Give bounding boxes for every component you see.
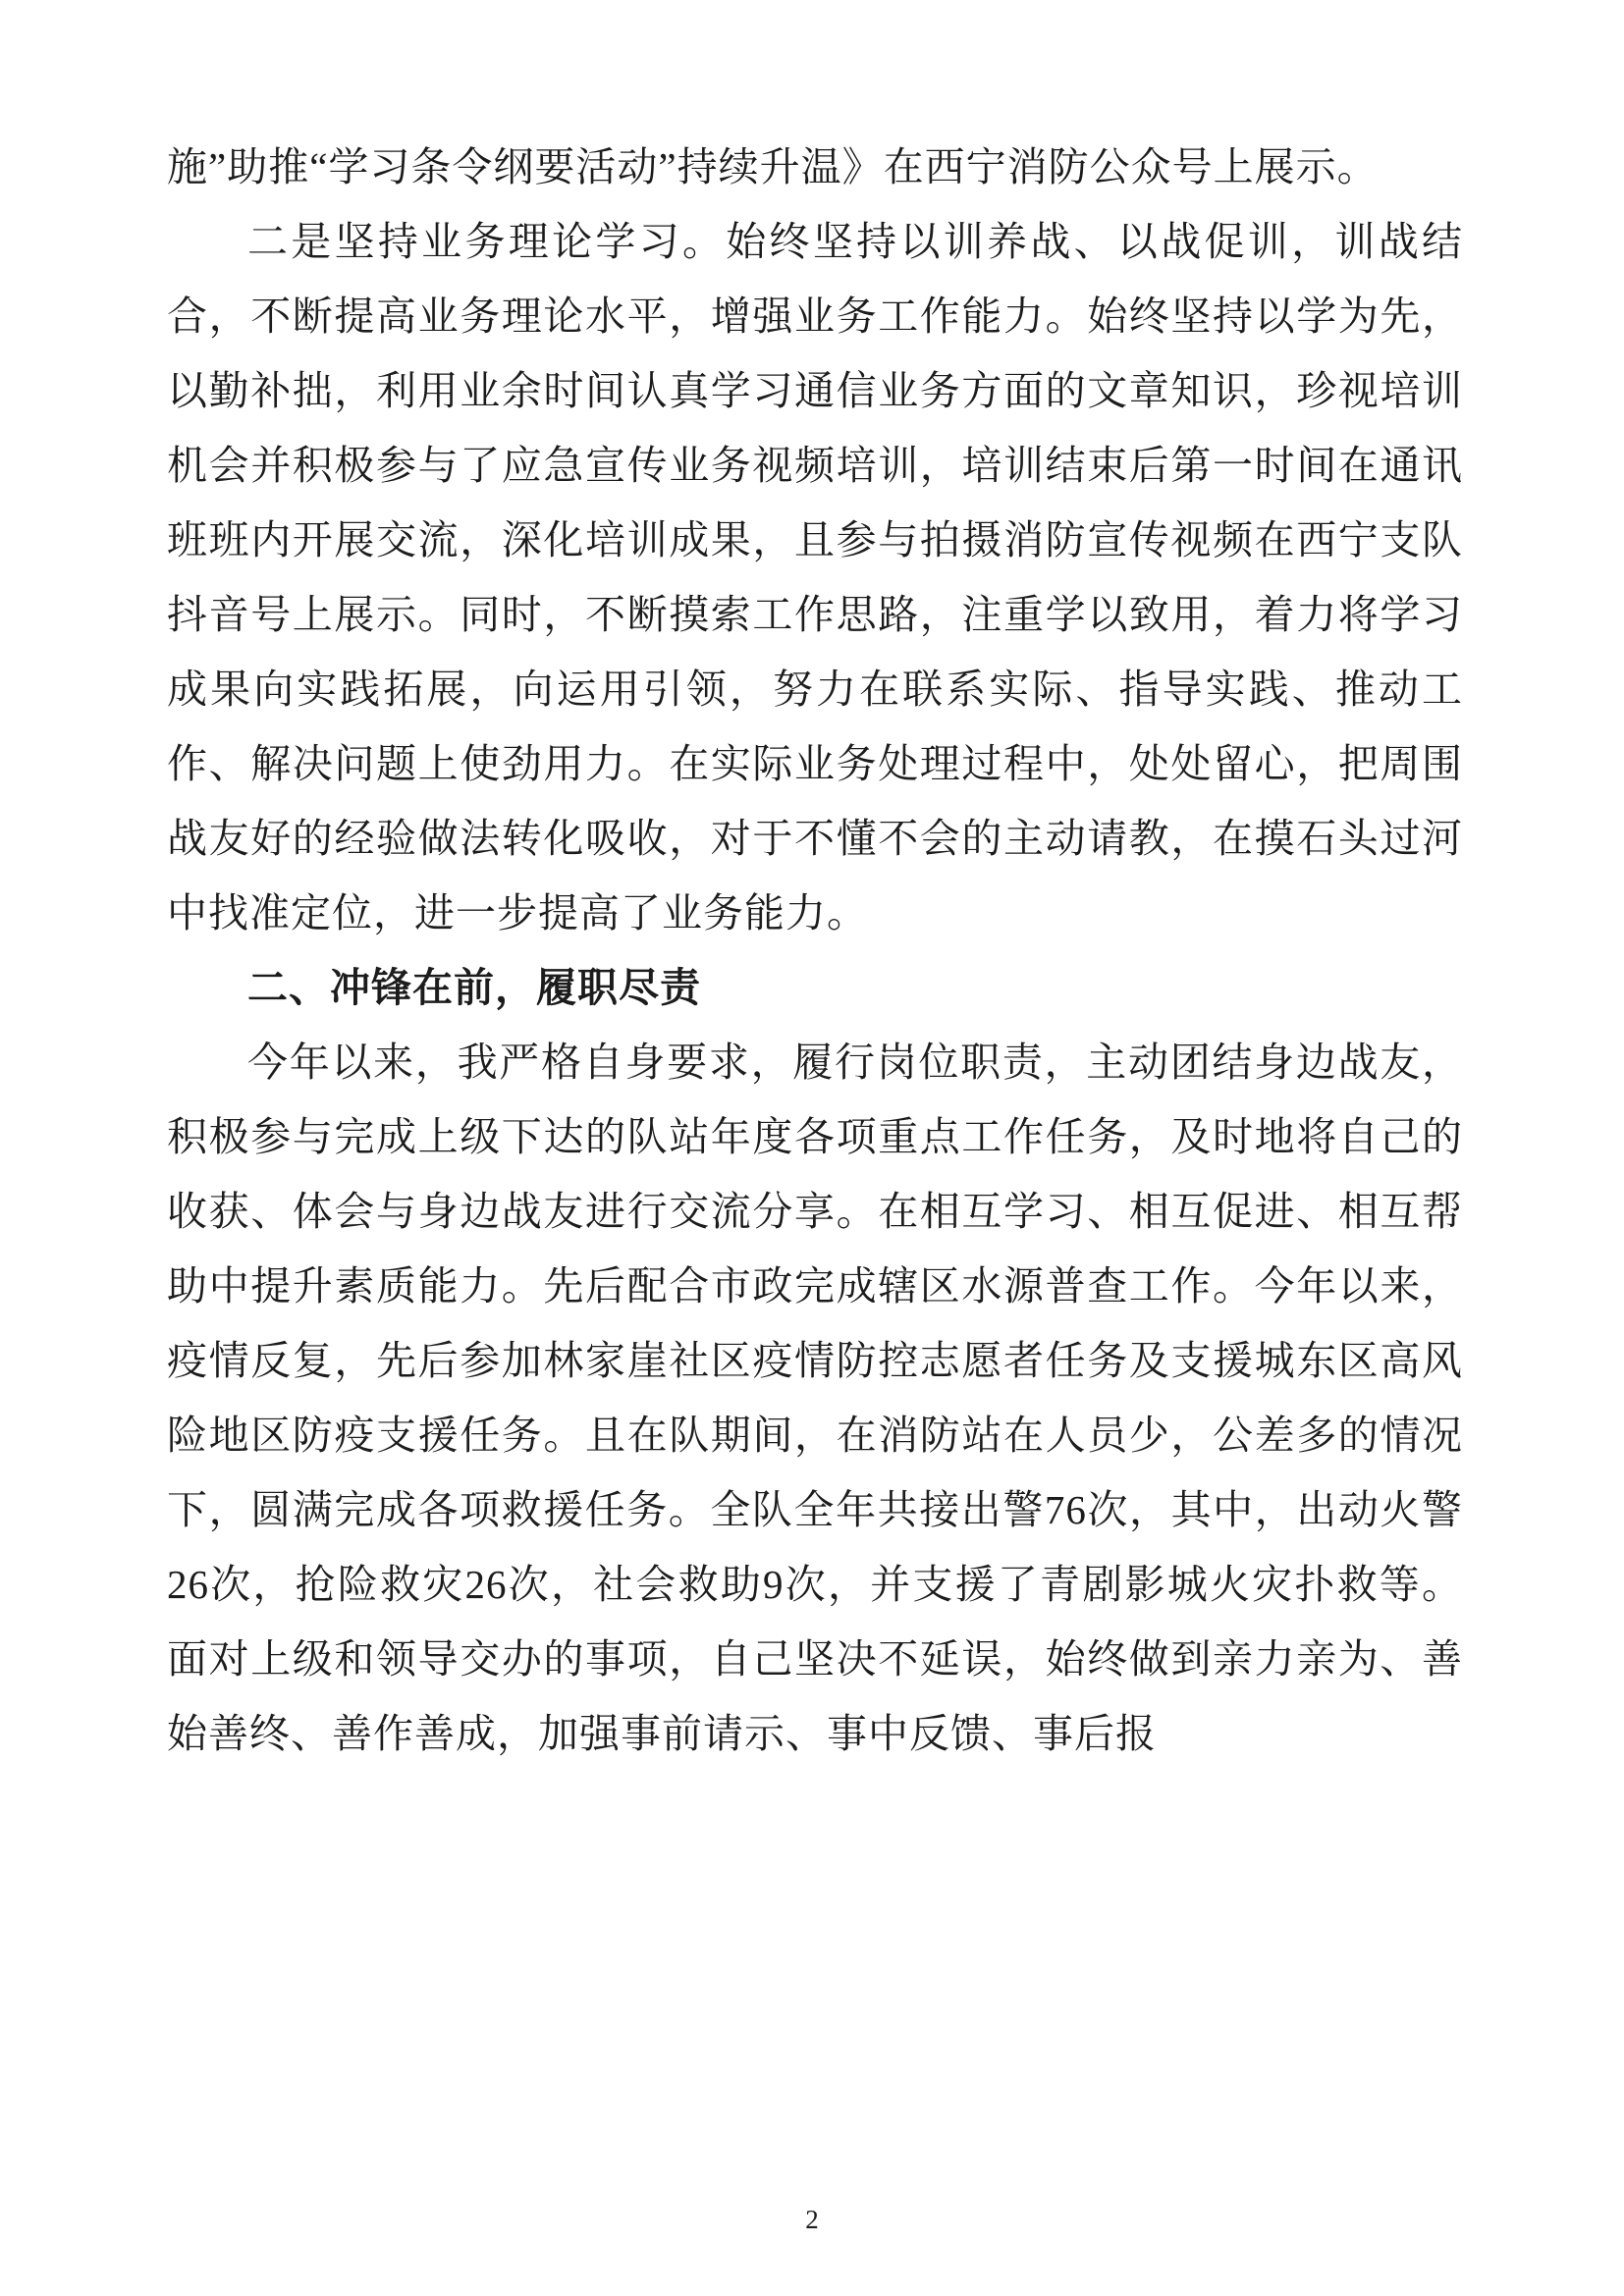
paragraph-continuation: 施”助推“学习条令纲要活动”持续升温》在西宁消防公众号上展示。 bbox=[167, 144, 1379, 189]
paragraph-business-theory-study: 二是坚持业务理论学习。始终坚持以训养战、以战促训，训战结合，不断提高业务理论水平，增强业务工作能力。始终坚持以学为先，以勤补拙，利用业余时间认真学习通信业务方面的文章知识，珍视培训机会并积极参与了应急宣传业务视频培训，培训结束后第一时间在通讯班班内开展交流，深化培训成果，且参与拍摄消防宣传视频在西宁支队抖音号上展示。同时，不断摸索工作思路，注重学以致用，着力将学习成果向实践拓展，向运用引领，努力在联系实际、指导实践、推动工作、解决问题上使劲用力。在实际业务处理过程中，处处留心，把周围战友好的经验做法转化吸收，对于不懂不会的主动请教，在摸石头过河中找准定位，进一步提高了业务能力。 bbox=[167, 219, 1463, 935]
paragraph-duty-performance: 今年以来，我严格自身要求，履行岗位职责，主动团结身边战友，积极参与完成上级下达的队站年度各项重点工作任务，及时地将自己的收获、体会与身边战友进行交流分享。在相互学习、相互促进、相互帮助中提升素质能力。先后配合市政完成辖区水源普查工作。今年以来，疫情反复，先后参加林家崖社区疫情防控志愿者任务及支援城东区高风险地区防疫支援任务。且在队期间，在消防站在人员少，公差多的情况下，圆满完成各项救援任务。全队全年共接出警76次，其中，出动火警26次，抢险救灾26次，社会救助9次，并支援了青剧影城火灾扑救等。面对上级和领导交办的事项，自己坚决不延误，始终做到亲力亲为、善始善终、善作善成，加强事前请示、事中反馈、事后报 bbox=[167, 1040, 1463, 1756]
page-number: 2 bbox=[805, 2205, 819, 2234]
section-heading-duty: 二、冲锋在前，履职尽责 bbox=[247, 965, 701, 1010]
